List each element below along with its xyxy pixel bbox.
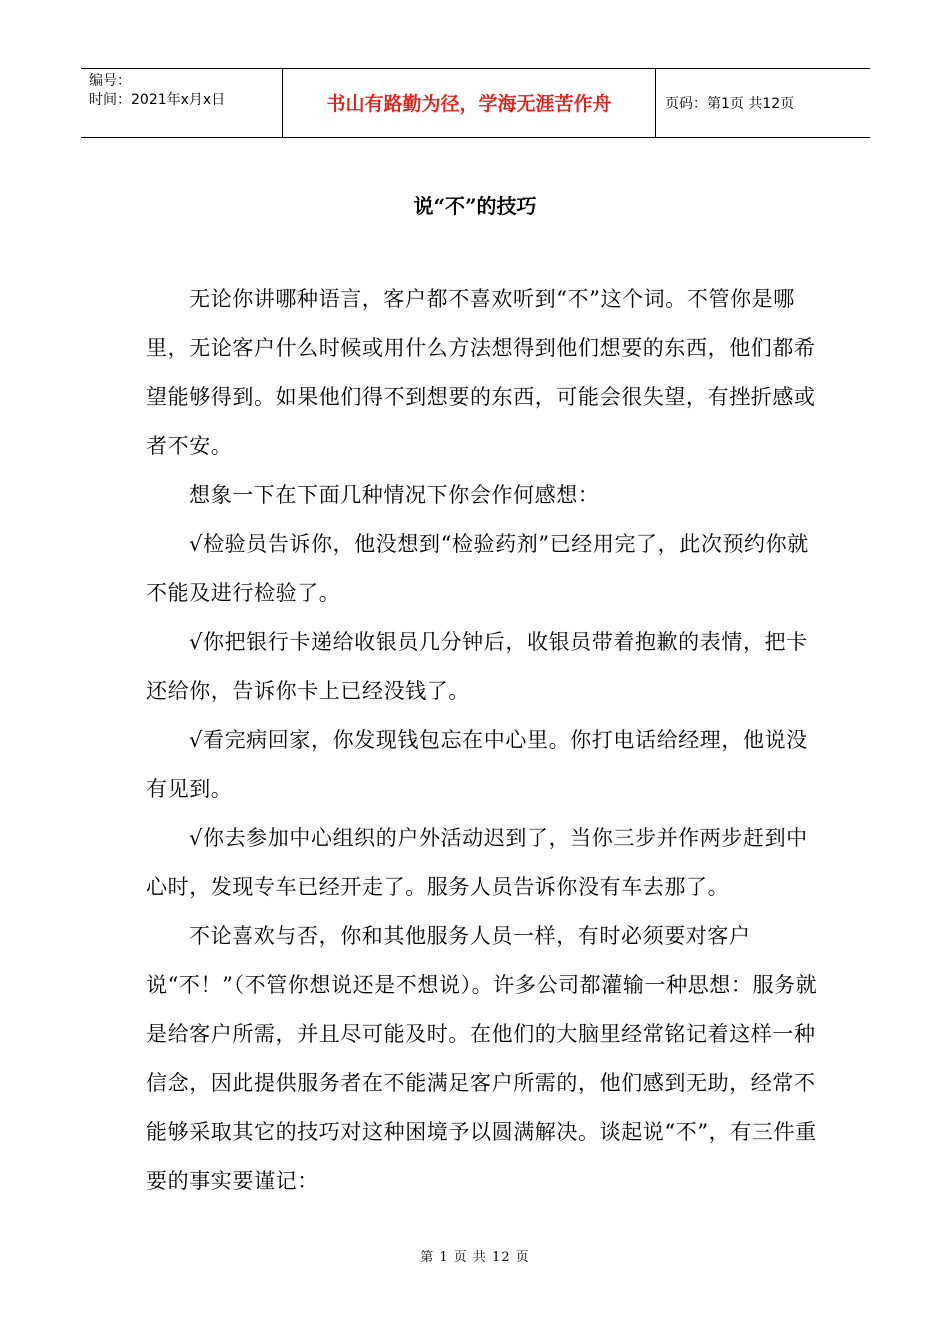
header-page-info: 页码：第1页 共12页 xyxy=(665,96,795,112)
page-footer: 第 1 页 共 12 页 xyxy=(420,1250,530,1265)
paragraph: √检验员告诉你，他没想到“检验药剂”已经用完了，此次预约你就不能及进行检验了。 xyxy=(146,532,809,605)
document-body xyxy=(146,275,822,1206)
paragraph: 想象一下在下面几种情况下你会作何感想： xyxy=(189,483,600,507)
paragraph: √你去参加中心组织的户外活动迟到了，当你三步并作两步赶到中心时，发现专车已经开走了。服务人员告诉你没有车去那了。 xyxy=(146,826,808,899)
header-motto: 书山有路勤为径，学海无涯苦作舟 xyxy=(282,69,656,137)
header-meta-cell xyxy=(81,69,282,137)
paragraph: 不论喜欢与否，你和其他服务人员一样，有时必须要对客户说“不！”（不管你想说还是不想说）。许多公司都灌输一种思想：服务就是给客户所需，并且尽可能及时。在他们的大脑里经常铭记着这样一种信念，因此提供服务者在不能满足客户所需的，他们感到无助，经常不能够采取其它的技巧对这种困境予以圆满解决。谈起说“不”，有三件重要的事实要谨记： xyxy=(146,924,818,1193)
document-number-label: 编号： xyxy=(89,73,131,89)
paragraph: √你把银行卡递给收银员几分钟后，收银员带着抱歉的表情，把卡还给你，告诉你卡上已经没钱了。 xyxy=(146,630,808,703)
document-title: 说“不”的技巧 xyxy=(413,194,537,218)
paragraph: √看完病回家，你发现钱包忘在中心里。你打电话给经理，他说没有见到。 xyxy=(146,728,808,801)
document-date-label: 时间：2021年x月x日 xyxy=(89,92,226,108)
document-header xyxy=(81,68,870,138)
paragraph: 无论你讲哪种语言，客户都不喜欢听到“不”这个词。不管你是哪里，无论客户什么时候或用什么方法想得到他们想要的东西，他们都希望能够得到。如果他们得不到想要的东西，可能会很失望，有挫折感或者不安。 xyxy=(146,287,816,458)
